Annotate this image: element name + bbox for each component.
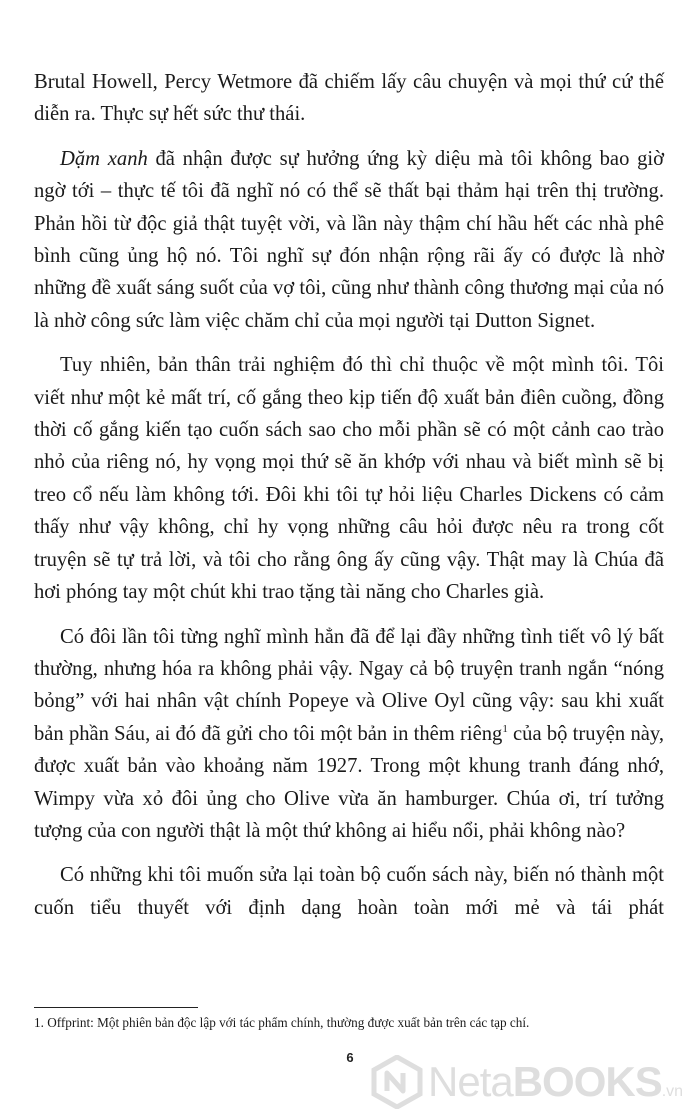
watermark <box>370 1053 695 1111</box>
footnote: 1. Offprint: Một phiên bản độc lập với tác phẩm chính, thường được xuất bản trên các tạp chí. <box>34 1015 530 1030</box>
page-number: 6 <box>346 1050 354 1065</box>
netabooks-logo-icon <box>370 1055 424 1109</box>
body-text <box>34 66 664 936</box>
paragraph-5: Có những khi tôi muốn sửa lại toàn bộ cuốn sách này, biến nó thành một cuốn tiểu thuyết với định dạng hoàn toàn mới mẻ và tái phát <box>34 864 664 919</box>
watermark-text: NetaBOOKS.vn <box>428 1058 684 1105</box>
paragraph-3: Tuy nhiên, bản thân trải nghiệm đó thì chỉ thuộc về một mình tôi. Tôi viết như một kẻ mất trí, cố gắng theo kịp tiến độ xuất bản điên cuồng, đồng thời cố gắng kiến tạo cuốn sách sao cho mỗi phần sẽ có một cảnh cao trào nhỏ của riêng nó, hy vọng mọi thứ sẽ ăn khớp với nhau và biết mình sẽ bị treo cổ nếu làm không tới. Đôi khi tôi tự hỏi liệu Charles Dickens có cảm thấy như vậy không, chỉ hy vọng những câu hỏi được nêu ra trong cốt truyện sẽ tự trả lời, và tôi cho rằng ông ấy cũng vậy. Thật may là Chúa đã hơi phóng tay một chút khi trao tặng tài năng cho Charles già. <box>34 354 664 604</box>
paragraph-1: Brutal Howell, Percy Wetmore đã chiếm lấy câu chuyện và mọi thứ cứ thế diễn ra. Thực sự hết sức thư thái. <box>34 71 664 126</box>
paragraph-4: Có đôi lần tôi từng nghĩ mình hẳn đã để lại đầy những tình tiết vô lý bất thường, nhưng hóa ra không phải vậy. Ngay cả bộ truyện tranh ngắn “nóng bỏng” với hai nhân vật chính Popeye và Olive Oyl cũng vậy: sau khi xuất bản phần Sáu, ai đó đã gửi cho tôi một bản in thêm riêng$^1$ của bộ truyện này, được xuất bản vào khoảng năm 1927. Trong một khung tranh đáng nhớ, Wimpy vừa xỏ đôi ủng cho Olive vừa ăn hamburger. Chúa ơi, trí tưởng tượng của con người thật là một thứ không ai hiểu nổi, phải không nào? <box>34 625 664 842</box>
book-title: Dặm xanh <box>60 147 148 170</box>
paragraph-2: Dặm xanh đã nhận được sự hưởng ứng kỳ diệu mà tôi không bao giờ ngờ tới – thực tế tôi đã nghĩ nó có thể sẽ thất bại thảm hại trên thị trường. Phản hồi từ độc giả thật tuyệt vời, và lần này thậm chí hầu hết các nhà phê bình cũng ủng hộ nó. Tôi nghĩ sự đón nhận rộng rãi ấy có được là nhờ những đề xuất sáng suốt của vợ tôi, cũng như thành công thương mại của nó là nhờ công sức làm việc chăm chỉ của mọi người tại Dutton Signet. <box>34 147 664 332</box>
footnote-ref: 1 <box>502 722 508 735</box>
footnote-divider <box>34 1007 198 1008</box>
